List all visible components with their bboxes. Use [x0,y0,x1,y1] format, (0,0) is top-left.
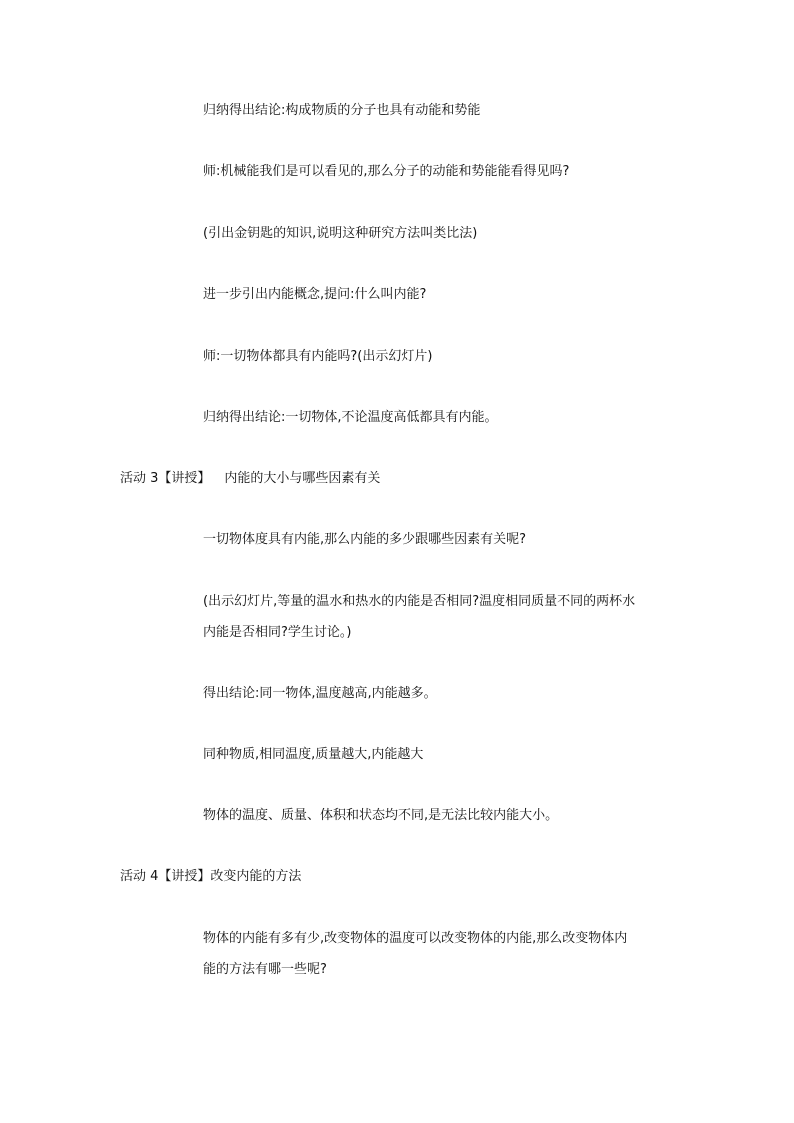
activity-3-paragraph: (出示幻灯片,等量的温水和热水的内能是否相同?温度相同质量不同的两杯水 [203,594,636,609]
activity-3-paragraph: 同种物质,相同温度,质量越大,内能越大 [203,747,424,762]
activity-3-paragraph: 得出结论:同一物体,温度越高,内能越多。 [203,686,437,701]
activity-4-paragraph: 物体的内能有多有少,改变物体的温度可以改变物体的内能,那么改变物体内 [203,931,628,946]
paragraph-conclusion-molecules: 归纳得出结论:构成物质的分子也具有动能和势能 [203,103,481,118]
paragraph-teacher-question: 师:机械能我们是可以看见的,那么分子的动能和势能能看得见吗? [203,164,570,179]
activity-3-title: 内能的大小与哪些因素有关 [224,471,381,486]
paragraph-analogy-method: (引出金钥匙的知识,说明这种研究方法叫类比法) [203,226,478,241]
activity-3-paragraph: 内能是否相同?学生讨论。) [203,625,352,640]
paragraph-internal-energy-concept: 进一步引出内能概念,提问:什么叫内能? [203,287,427,302]
activity-3-heading [120,470,380,488]
activity-4-heading: 活动 4【讲授】改变内能的方法 [120,869,302,884]
paragraph-conclusion-all-objects: 归纳得出结论:一切物体,不论温度高低都具有内能。 [203,410,498,425]
activity-3-paragraph: 物体的温度、质量、体积和状态均不同,是无法比较内能大小。 [203,808,559,823]
activity-4-paragraph: 能的方法有哪一些呢? [203,962,327,977]
paragraph-teacher-slide: 师:一切物体都具有内能吗?(出示幻灯片) [203,349,433,364]
activity-3-paragraph: 一切物体度具有内能,那么内能的多少跟哪些因素有关呢? [203,532,527,547]
activity-3-label: 活动 3【讲授】 [120,471,211,486]
